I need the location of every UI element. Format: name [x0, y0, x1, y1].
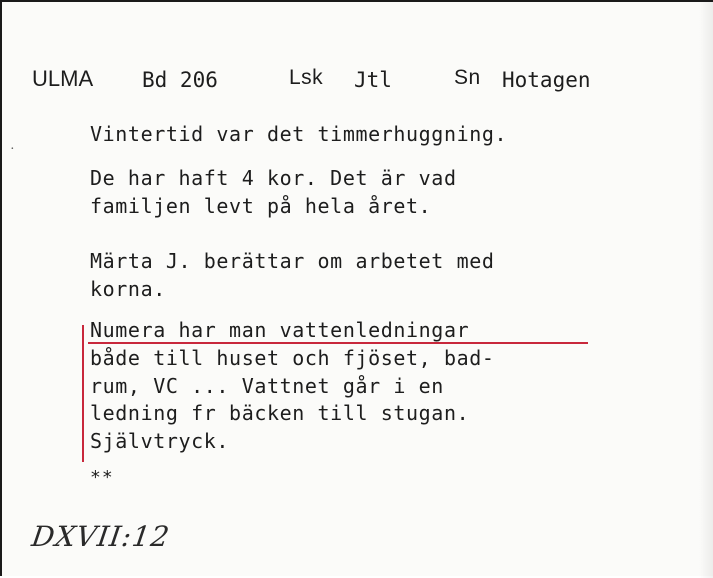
red-margin-line — [82, 325, 84, 462]
text-line: Märta J. berättar om arbetet med — [90, 249, 495, 273]
volume-number: Bd 206 — [142, 68, 218, 92]
margin-dot: · — [10, 142, 15, 157]
text-line: korna. — [90, 277, 166, 301]
district-value: Jtl — [354, 68, 392, 92]
text-line: De har haft 4 kor. Det är vad — [90, 166, 457, 190]
parish-label: Sn — [454, 66, 481, 89]
archive-code: ULMA — [32, 66, 94, 91]
text-line: rum, VC ... Vattnet går i en — [90, 374, 444, 398]
red-underline-mark — [88, 342, 588, 344]
district-label: Lsk — [289, 66, 324, 89]
text-line: Självtryck. — [90, 429, 230, 453]
text-line: ledning fr bäcken till stugan. — [90, 401, 470, 425]
text-line: Vintertid var det timmerhuggning. — [90, 122, 508, 146]
asterisks: ** — [90, 467, 114, 488]
card-edge-shadow — [699, 2, 713, 578]
text-line: familjen levt på hela året. — [90, 194, 432, 218]
parish-value: Hotagen — [502, 68, 591, 92]
handwritten-reference: DXVII:12 — [29, 520, 173, 553]
text-line: Numera har man vattenledningar — [90, 318, 470, 342]
text-line: både till huset och fjöset, bad- — [90, 346, 495, 370]
